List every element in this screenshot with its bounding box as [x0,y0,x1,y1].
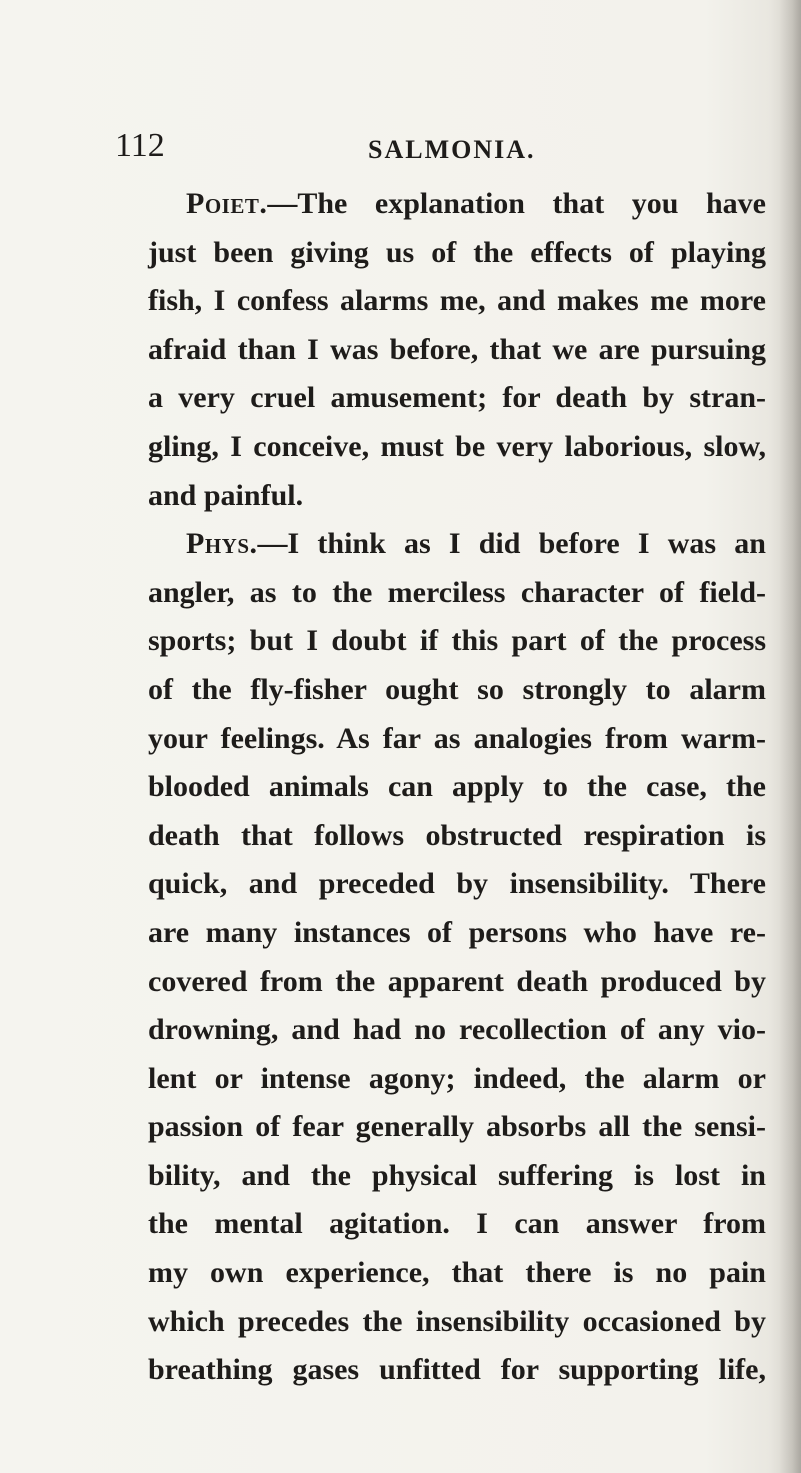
paragraph-2-line-10: covered from the apparent death produced by [148,964,766,998]
paragraph-2-line-16: my own experience, that there is no pain [148,1256,766,1290]
paragraph-2-line-13: passion of fear generally absorbs all the sensi- [148,1110,766,1144]
paragraph-2-line-15: the mental agitation. I can answer from [148,1207,766,1241]
paragraph-2-line-2: angler, as to the merciless character of field- [148,575,766,609]
paragraph-2-line-9: are many instances of persons who have re- [148,915,766,949]
paragraph-2-line-4: of the fly-fisher ought so strongly to alarm [148,672,766,706]
paragraph-1-line-2: just been giving us of the effects of playing [148,235,766,269]
paragraph-1-line-7: and painful. [148,478,304,512]
paragraph-2-line-18: breathing gases unfitted for supporting life, [148,1353,766,1387]
paragraph-1-line-4: afraid than I was before, that we are pursuing [148,332,766,366]
paragraph-1-line-3: fish, I confess alarms me, and makes me more [148,284,766,318]
paragraph-2-line-3: sports; but I doubt if this part of the process [148,624,766,658]
paragraph-2-line-5: your feelings. As far as analogies from warm- [148,721,766,755]
paragraph-2-line-11: drowning, and had no recollection of any vio- [148,1013,766,1047]
paragraph-1-line-1 [148,180,766,229]
body-text [148,180,766,1395]
page-number: 112 [115,127,165,164]
line-text: —The explanation that you have [267,187,766,220]
paragraph-2-line-6: blooded animals can apply to the case, the [148,770,766,804]
speaker-name: Phys. [186,527,258,561]
page-edge-shadow [779,0,801,1473]
paragraph-2-line-17: which precedes the insensibility occasioned by [148,1304,766,1338]
line-text: —I think as I did before I was an [257,527,766,561]
paragraph-2-line-12: lent or intense agony; indeed, the alarm or [148,1061,766,1095]
running-title: SALMONIA. [368,135,536,164]
paragraph-2-line-8: quick, and preceded by insensibility. There [148,867,766,901]
paragraph-1-line-5: a very cruel amusement; for death by stran- [148,381,766,415]
speaker-name: Poiet. [186,187,268,220]
paragraph-2-line-14: bility, and the physical suffering is lost in [148,1158,766,1192]
paragraph-2-line-1 [148,520,766,569]
paragraph-1-line-6: gling, I conceive, must be very laborious, slow, [148,429,766,463]
paragraph-2-line-7: death that follows obstructed respiration is [148,818,766,852]
